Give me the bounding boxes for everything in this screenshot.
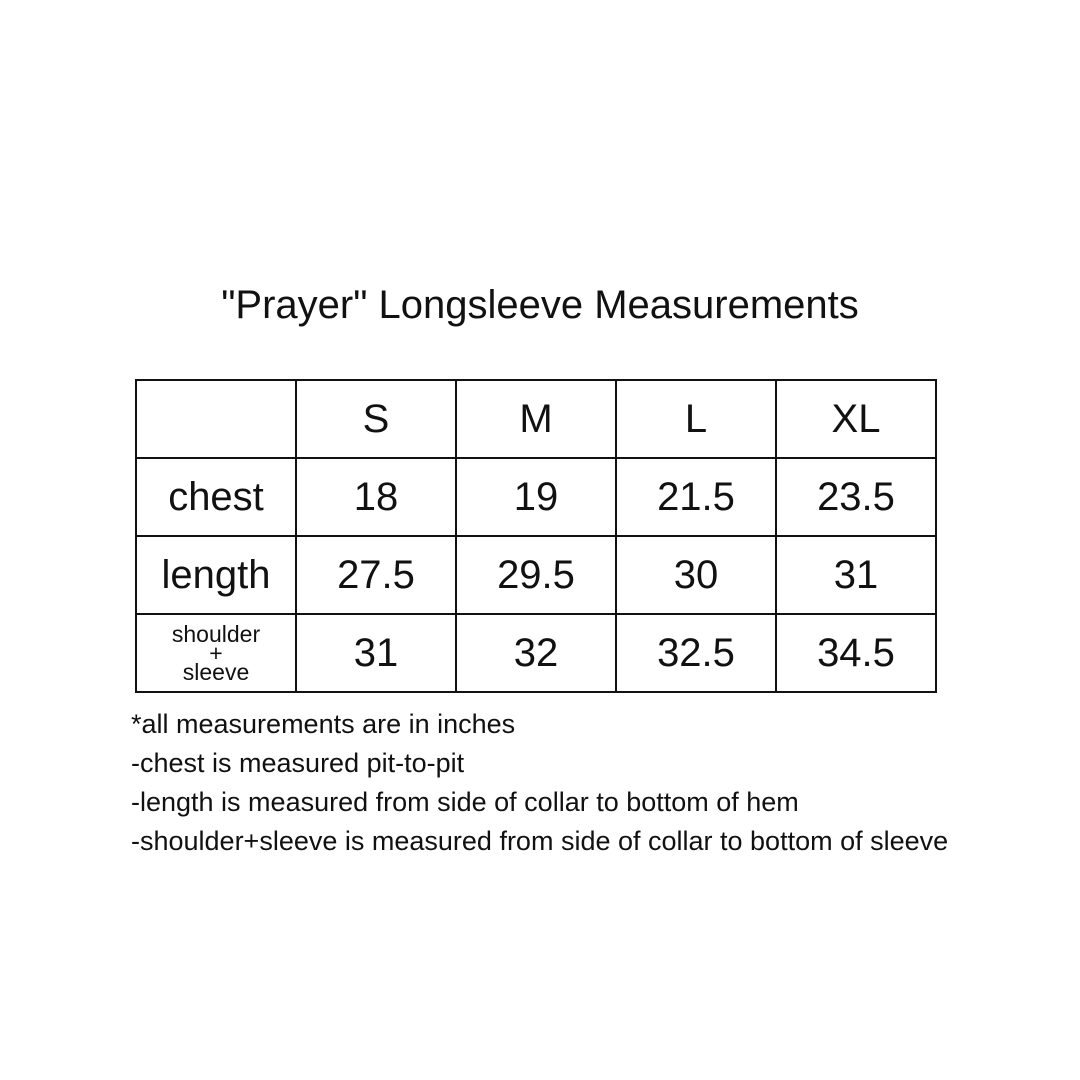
table-cell: 32.5 — [616, 614, 776, 692]
table-cell: 23.5 — [776, 458, 936, 536]
measurement-notes — [131, 705, 951, 861]
column-header-m: M — [456, 380, 616, 458]
table-cell: 29.5 — [456, 536, 616, 614]
table-header-row — [136, 380, 936, 458]
table-row-length — [136, 536, 936, 614]
table-corner-cell — [136, 380, 296, 458]
row-label-line: + — [209, 639, 223, 666]
table-cell: 34.5 — [776, 614, 936, 692]
note-line: *all measurements are in inches — [131, 709, 516, 739]
row-label-length: length — [136, 536, 296, 614]
table-cell: 31 — [296, 614, 456, 692]
table-row-chest — [136, 458, 936, 536]
table-cell: 30 — [616, 536, 776, 614]
column-header-l: L — [616, 380, 776, 458]
table-cell: 18 — [296, 458, 456, 536]
row-label-chest: chest — [136, 458, 296, 536]
note-line: -shoulder+sleeve is measured from side of collar to bottom of sleeve — [131, 826, 949, 856]
table-cell: 31 — [776, 536, 936, 614]
row-label-line: shoulder — [171, 620, 261, 647]
table-cell: 27.5 — [296, 536, 456, 614]
row-label-line: sleeve — [182, 658, 250, 685]
page-title: "Prayer" Longsleeve Measurements — [221, 283, 859, 327]
table-cell: 21.5 — [616, 458, 776, 536]
column-header-s: S — [296, 380, 456, 458]
table-row-shoulder-sleeve — [136, 614, 936, 692]
measurements-table — [135, 379, 937, 693]
note-line: -length is measured from side of collar to bottom of hem — [131, 787, 799, 817]
column-header-xl: XL — [776, 380, 936, 458]
row-label-shoulder-sleeve — [136, 614, 296, 692]
note-line: -chest is measured pit-to-pit — [131, 748, 465, 778]
table-cell: 19 — [456, 458, 616, 536]
table-cell: 32 — [456, 614, 616, 692]
